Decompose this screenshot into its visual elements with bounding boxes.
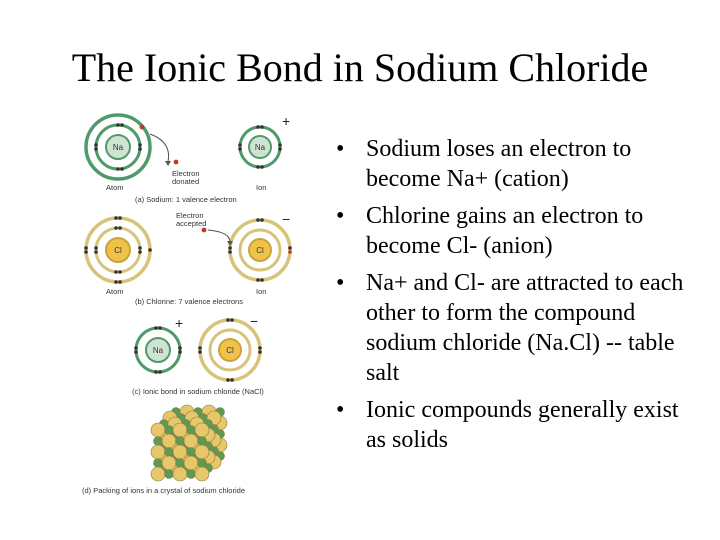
sodium-ion-charge: + [282, 113, 291, 129]
sodium-atom-symbol: Na [112, 143, 124, 152]
panel-b-caption: (b) Chlorine: 7 valence electrons [135, 297, 243, 306]
chloride-ball [162, 456, 176, 470]
sodium-ball [176, 437, 185, 446]
sodium-ball [187, 470, 196, 479]
panel-b-chlorine [84, 211, 292, 306]
chloride-ball [162, 434, 176, 448]
sodium-atom [86, 115, 150, 179]
bond-chloride-charge: − [250, 313, 259, 329]
electron-donated-note-2: donated [172, 177, 200, 186]
panel-d-caption: (d) Packing of ions in a crystal of sodium chloride [82, 486, 245, 495]
chlorine-atom-symbol: Cl [114, 246, 122, 255]
chloride-ion-symbol: Cl [256, 246, 264, 255]
chloride-ion [228, 211, 292, 282]
chloride-ball [151, 423, 165, 437]
chloride-ball [195, 467, 209, 481]
bond-sodium-symbol: Na [152, 346, 164, 355]
sodium-ball [187, 448, 196, 457]
panel-a-sodium [86, 113, 290, 204]
sodium-ball [198, 437, 207, 446]
bullet-list [330, 134, 702, 462]
bullet-item [330, 201, 702, 261]
donated-electron [174, 160, 179, 165]
bullet-text: Sodium loses an electron to become Na+ (cation) [366, 136, 632, 192]
bond-sodium-ion [134, 315, 183, 374]
bullet-item [330, 268, 702, 388]
sodium-ion-symbol: Na [254, 143, 266, 152]
sodium-ball [154, 437, 163, 446]
ionic-bond-figure [80, 112, 300, 502]
bond-chloride-ion [198, 313, 262, 382]
acceptance-arrow [208, 230, 230, 242]
bond-chloride-symbol: Cl [226, 346, 234, 355]
sodium-ion [238, 113, 290, 169]
bullet-text: Chlorine gains an electron to become Cl- (anion) [366, 203, 644, 259]
electron-accepted-note-1: Electron [176, 211, 204, 220]
sodium-valence-electron [140, 125, 145, 130]
chloride-ball [173, 423, 187, 437]
chloride-ball [151, 445, 165, 459]
bullet-dot: • [336, 397, 345, 423]
accepted-electron [202, 228, 207, 233]
ionic-bond-diagram [80, 112, 300, 502]
chloride-ball [195, 445, 209, 459]
panel-c-ionic-bond [132, 313, 264, 396]
chloride-ion-label: Ion [256, 287, 267, 296]
sodium-ball [165, 470, 174, 479]
crystal-lattice [151, 405, 227, 481]
sodium-ball [187, 426, 196, 435]
bullet-item [330, 134, 702, 194]
sodium-ball [165, 448, 174, 457]
bond-sodium-charge: + [175, 315, 184, 331]
chloride-ion-charge: − [282, 211, 291, 227]
chloride-ball [173, 467, 187, 481]
chloride-ball [151, 467, 165, 481]
donation-arrow [150, 134, 169, 162]
panel-c-caption: (c) Ionic bond in sodium chloride (NaCl) [132, 387, 264, 396]
sodium-ball [176, 459, 185, 468]
panel-a-caption: (a) Sodium: 1 valence electron [135, 195, 237, 204]
sodium-ball [198, 459, 207, 468]
bullet-dot: • [336, 270, 345, 296]
bullet-dot: • [336, 136, 345, 162]
slide-title: The Ionic Bond in Sodium Chloride [71, 45, 649, 90]
sodium-ball [165, 426, 174, 435]
sodium-atom-label: Atom [106, 183, 124, 192]
sodium-ball [154, 459, 163, 468]
panel-d-crystal [82, 405, 245, 495]
bullet-text: Ionic compounds generally exist as solids [366, 397, 679, 453]
chlorine-atom-label: Atom [106, 287, 124, 296]
chlorine-atom [84, 216, 152, 284]
sodium-ion-label: Ion [256, 183, 267, 192]
bullet-text: Na+ and Cl- are attracted to each other to form the compound sodium chloride (Na.Cl) -- table salt [366, 270, 684, 386]
bullet-dot: • [336, 203, 345, 229]
chloride-ball [173, 445, 187, 459]
bullet-item [330, 395, 702, 455]
chloride-ball [195, 423, 209, 437]
electron-accepted-note-2: accepted [176, 219, 207, 228]
chloride-ball [184, 434, 198, 448]
electron-donated-note-1: Electron [172, 169, 200, 178]
chloride-ball [184, 456, 198, 470]
